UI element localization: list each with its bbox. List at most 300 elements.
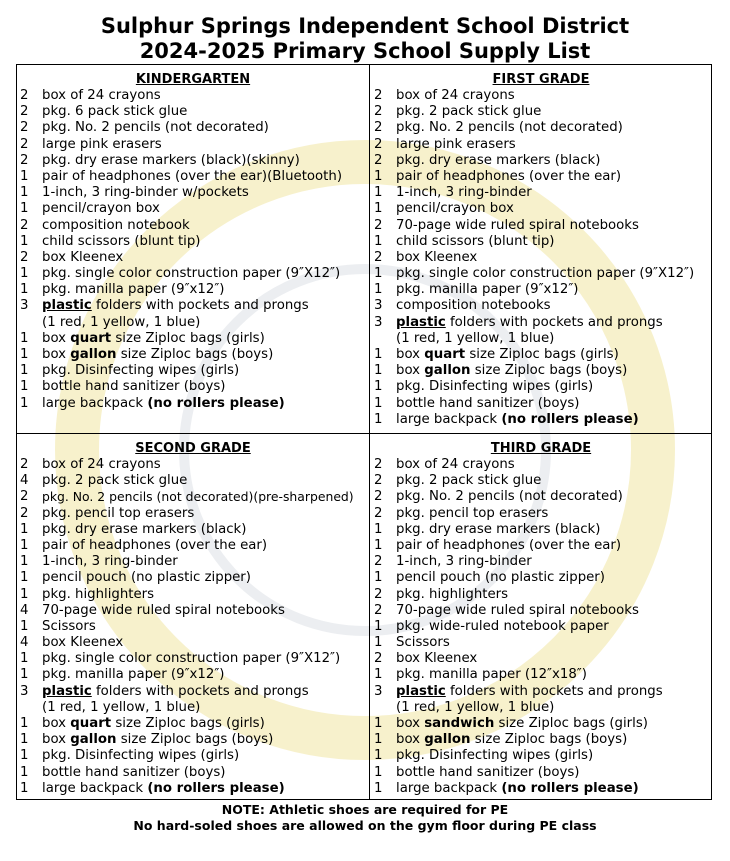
item-description — [42, 250, 366, 266]
supply-item — [20, 315, 366, 331]
supply-item — [20, 489, 366, 505]
item-description — [396, 250, 708, 266]
item-quantity: 1 — [20, 748, 29, 764]
item-quantity: 1 — [20, 780, 29, 796]
supply-item — [20, 473, 366, 489]
item-description — [396, 732, 708, 748]
supply-item — [374, 700, 708, 716]
supply-item — [20, 201, 366, 217]
supply-item — [20, 120, 366, 136]
item-text-suffix: size Ziploc bags (boys) — [116, 732, 274, 748]
item-description — [42, 651, 366, 667]
item-description — [42, 716, 366, 732]
item-emphasis: plastic — [42, 298, 92, 314]
item-description — [396, 120, 708, 136]
supply-item — [20, 457, 366, 473]
item-text: bottle hand sanitizer (boys) — [42, 379, 226, 395]
item-quantity: 1 — [20, 554, 29, 570]
item-description — [396, 457, 708, 473]
item-text-suffix: size Ziploc bags (boys) — [116, 347, 274, 362]
item-description — [42, 153, 366, 169]
item-text: box — [42, 330, 71, 346]
item-description — [42, 104, 366, 120]
item-text: pkg. dry erase markers (black)(skinny) — [42, 152, 300, 168]
item-quantity: 2 — [20, 120, 29, 136]
item-text: 1-inch, 3 ring-binder — [396, 554, 532, 570]
item-emphasis: plastic — [42, 683, 92, 699]
item-text: pencil pouch (no plastic zipper) — [396, 570, 605, 586]
item-description — [42, 748, 366, 764]
item-text: 1-inch, 3 ring-binder w/pockets — [42, 185, 249, 201]
column-divider — [369, 64, 370, 800]
item-quantity: 2 — [20, 136, 29, 152]
supply-item — [374, 218, 708, 234]
supply-item — [374, 104, 708, 120]
item-text: box — [42, 347, 71, 362]
item-description — [42, 635, 366, 651]
item-quantity: 2 — [374, 120, 383, 136]
supply-item — [374, 120, 708, 136]
supply-item — [374, 619, 708, 635]
supply-item — [374, 554, 708, 570]
item-text: child scissors (blunt tip) — [42, 233, 201, 249]
item-description — [42, 522, 366, 538]
supply-item — [374, 315, 708, 331]
item-text: composition notebook — [42, 217, 190, 233]
item-text-suffix: size Ziploc bags (boys) — [470, 732, 628, 748]
item-text: large backpack — [396, 411, 502, 427]
item-quantity: 1 — [374, 347, 383, 362]
item-text: large backpack — [42, 780, 148, 796]
item-text: box — [42, 716, 71, 731]
supply-item — [374, 635, 708, 651]
item-quantity: 1 — [20, 266, 29, 282]
item-quantity: 1 — [20, 185, 29, 201]
item-text: large backpack — [396, 780, 502, 796]
supply-item — [374, 201, 708, 217]
item-description — [42, 765, 366, 781]
item-emphasis: gallon — [424, 363, 471, 379]
item-description — [42, 473, 366, 489]
item-list — [20, 88, 366, 412]
item-description — [42, 185, 366, 201]
item-text: (1 red, 1 yellow, 1 blue) — [42, 699, 201, 715]
item-text: pkg. dry erase markers (black) — [42, 521, 247, 537]
supply-item — [20, 363, 366, 379]
item-description — [396, 603, 708, 619]
item-description — [396, 379, 708, 395]
item-description — [42, 684, 366, 700]
supply-item — [374, 250, 708, 266]
item-text-suffix: size Ziploc bags (girls) — [465, 347, 619, 362]
item-quantity: 3 — [374, 298, 383, 314]
item-quantity: 4 — [20, 602, 29, 618]
item-quantity: 2 — [20, 88, 29, 103]
item-quantity: 2 — [20, 489, 29, 505]
item-description — [396, 781, 708, 797]
supply-item — [374, 234, 708, 250]
item-quantity: 2 — [20, 457, 29, 472]
row-divider — [16, 433, 712, 434]
item-description — [396, 282, 708, 298]
item-text-suffix: folders with pockets and prongs — [445, 683, 663, 699]
item-description — [42, 619, 366, 635]
item-quantity: 2 — [20, 249, 29, 265]
item-description — [396, 218, 708, 234]
item-quantity — [20, 315, 42, 331]
supply-item — [374, 282, 708, 298]
item-quantity: 1 — [374, 521, 383, 537]
item-quantity: 1 — [374, 748, 383, 764]
item-quantity: 2 — [374, 651, 383, 667]
item-text: pkg. 2 pack stick glue — [42, 473, 188, 489]
item-description — [396, 315, 708, 331]
item-text: pkg. Disinfecting wipes (girls) — [396, 748, 594, 764]
item-text: large pink erasers — [42, 136, 162, 152]
item-text: (1 red, 1 yellow, 1 blue) — [42, 314, 201, 330]
supply-item — [20, 137, 366, 153]
item-quantity: 1 — [374, 411, 383, 427]
item-quantity: 1 — [20, 618, 29, 634]
supply-item — [20, 169, 366, 185]
supply-item — [374, 396, 708, 412]
item-text: pkg. No. 2 pencils (not decorated)(pre-sharpened) — [42, 489, 354, 505]
item-quantity: 1 — [374, 570, 383, 586]
item-quantity: 2 — [374, 554, 383, 570]
supply-item — [20, 538, 366, 554]
item-description — [396, 489, 708, 505]
item-description — [396, 137, 708, 153]
item-emphasis: gallon — [424, 732, 471, 748]
item-description — [42, 169, 366, 185]
item-quantity: 2 — [374, 249, 383, 265]
item-quantity: 1 — [374, 667, 383, 683]
item-quantity: 3 — [20, 298, 29, 314]
supply-item — [20, 603, 366, 619]
item-text: pkg. dry erase markers (black) — [396, 521, 601, 537]
supply-item — [374, 266, 708, 282]
item-text: pkg. Disinfecting wipes (girls) — [396, 379, 594, 395]
item-description — [396, 412, 708, 428]
item-text: box — [396, 363, 425, 379]
item-description — [396, 266, 708, 282]
item-description — [396, 331, 708, 347]
item-quantity: 4 — [20, 635, 29, 651]
item-quantity: 1 — [374, 266, 383, 282]
item-emphasis: (no rollers please) — [501, 780, 639, 796]
item-text: (1 red, 1 yellow, 1 blue) — [396, 699, 555, 715]
item-text: box — [396, 347, 425, 362]
item-quantity: 2 — [374, 586, 383, 602]
item-text-suffix: folders with pockets and prongs — [91, 298, 309, 314]
supply-item — [20, 234, 366, 250]
item-description — [396, 554, 708, 570]
item-quantity: 2 — [374, 473, 383, 489]
item-quantity: 1 — [374, 635, 383, 651]
item-description — [42, 298, 366, 314]
supply-item — [20, 700, 366, 716]
item-text: 1-inch, 3 ring-binder — [396, 185, 532, 201]
item-text: pkg. wide-ruled notebook paper — [396, 618, 609, 634]
section-second-grade — [20, 441, 366, 797]
supply-item — [374, 587, 708, 603]
item-quantity: 1 — [374, 363, 383, 379]
supply-item — [20, 88, 366, 104]
item-quantity: 1 — [374, 764, 383, 780]
item-quantity: 1 — [20, 570, 29, 586]
item-quantity: 1 — [20, 521, 29, 537]
item-quantity: 2 — [374, 104, 383, 120]
supply-item — [20, 250, 366, 266]
supply-item — [20, 331, 366, 347]
supply-item — [20, 619, 366, 635]
item-text-suffix: size Ziploc bags (boys) — [470, 363, 628, 379]
item-description — [396, 153, 708, 169]
supply-item — [374, 185, 708, 201]
item-description — [396, 619, 708, 635]
item-quantity: 1 — [374, 168, 383, 184]
item-text: bottle hand sanitizer (boys) — [42, 764, 226, 780]
supply-item — [20, 379, 366, 395]
note-hard-soled-shoes: No hard-soled shoes are allowed on the gym floor during PE class — [133, 818, 597, 833]
item-quantity: 2 — [374, 152, 383, 168]
item-description — [42, 457, 366, 473]
supply-item — [374, 748, 708, 764]
item-quantity: 1 — [374, 732, 383, 748]
item-description — [42, 506, 366, 522]
district-title: Sulphur Springs Independent School District — [100, 14, 630, 38]
supply-item — [20, 781, 366, 797]
supply-item — [374, 765, 708, 781]
item-description — [396, 684, 708, 700]
section-first-grade — [374, 72, 708, 428]
item-description — [42, 603, 366, 619]
item-text: Scissors — [42, 618, 96, 634]
item-quantity: 4 — [20, 473, 29, 489]
item-description — [396, 473, 708, 489]
item-quantity: 1 — [20, 764, 29, 780]
item-text: large pink erasers — [396, 136, 516, 152]
supply-item — [374, 298, 708, 314]
item-text: composition notebooks — [396, 298, 551, 314]
item-text: bottle hand sanitizer (boys) — [396, 764, 580, 780]
item-description — [42, 315, 366, 331]
item-text: Scissors — [396, 635, 450, 651]
item-quantity: 3 — [374, 314, 383, 330]
item-text: pkg. single color construction paper (9″X12″) — [42, 266, 341, 282]
item-emphasis: (no rollers please) — [147, 780, 285, 796]
item-text: large backpack — [42, 395, 148, 411]
supply-item — [20, 396, 366, 412]
item-quantity: 1 — [374, 282, 383, 298]
item-description — [396, 104, 708, 120]
section-heading: THIRD GRADE — [490, 441, 592, 456]
supply-item — [374, 379, 708, 395]
item-quantity: 2 — [20, 505, 29, 521]
item-quantity: 2 — [374, 505, 383, 521]
item-text-suffix: folders with pockets and prongs — [445, 314, 663, 330]
item-text: pkg. pencil top erasers — [396, 505, 549, 521]
item-quantity: 1 — [20, 537, 29, 553]
item-quantity: 3 — [374, 683, 383, 699]
item-text-suffix: size Ziploc bags (girls) — [494, 716, 648, 731]
supply-item — [374, 489, 708, 505]
item-quantity: 1 — [374, 201, 383, 217]
item-description — [396, 538, 708, 554]
item-quantity: 1 — [20, 667, 29, 683]
supply-item — [20, 298, 366, 314]
item-description — [42, 781, 366, 797]
section-third-grade — [374, 441, 708, 797]
item-quantity: 2 — [374, 489, 383, 505]
item-quantity — [374, 331, 396, 347]
item-quantity: 1 — [20, 201, 29, 217]
supply-item — [374, 347, 708, 363]
item-quantity: 2 — [374, 602, 383, 618]
supply-item — [20, 104, 366, 120]
supply-item — [20, 716, 366, 732]
item-quantity: 3 — [20, 683, 29, 699]
item-text: pkg. Disinfecting wipes (girls) — [42, 748, 240, 764]
item-description — [42, 266, 366, 282]
item-description — [42, 120, 366, 136]
item-description — [396, 700, 708, 716]
item-text: pkg. 2 pack stick glue — [396, 473, 542, 489]
item-text-suffix: size Ziploc bags (girls) — [111, 330, 265, 346]
item-quantity: 2 — [20, 152, 29, 168]
supply-item — [374, 331, 708, 347]
item-emphasis: plastic — [396, 314, 446, 330]
item-quantity: 1 — [20, 347, 29, 362]
supply-item — [374, 522, 708, 538]
item-description — [396, 201, 708, 217]
item-quantity: 1 — [20, 651, 29, 667]
item-text: box Kleenex — [42, 635, 124, 651]
supply-item — [20, 506, 366, 522]
item-description — [396, 748, 708, 764]
supply-item — [374, 667, 708, 683]
item-text: child scissors (blunt tip) — [396, 233, 555, 249]
item-text: pencil/crayon box — [396, 201, 514, 217]
item-description — [42, 554, 366, 570]
item-description — [396, 363, 708, 379]
item-description — [396, 587, 708, 603]
item-emphasis: quart — [70, 716, 112, 731]
item-quantity — [20, 700, 42, 716]
item-quantity: 1 — [20, 379, 29, 395]
supply-item — [374, 88, 708, 104]
supply-item — [20, 218, 366, 234]
item-quantity: 2 — [20, 104, 29, 120]
item-quantity: 1 — [20, 395, 29, 411]
supply-item — [20, 282, 366, 298]
supply-item — [374, 137, 708, 153]
item-text: 70-page wide ruled spiral notebooks — [42, 602, 285, 618]
item-quantity: 1 — [374, 233, 383, 249]
section-heading: KINDERGARTEN — [135, 72, 251, 87]
item-quantity: 1 — [20, 233, 29, 249]
item-quantity: 1 — [374, 716, 383, 731]
item-emphasis: plastic — [396, 683, 446, 699]
item-description — [396, 396, 708, 412]
section-kindergarten — [20, 72, 366, 412]
item-text: pkg. No. 2 pencils (not decorated) — [396, 489, 623, 505]
item-description — [396, 651, 708, 667]
supply-item — [20, 732, 366, 748]
item-text: box of 24 crayons — [396, 457, 515, 472]
item-description — [396, 169, 708, 185]
item-description — [42, 218, 366, 234]
item-text: pkg. 2 pack stick glue — [396, 104, 542, 120]
item-text: pair of headphones (over the ear) — [42, 537, 268, 553]
item-emphasis: (no rollers please) — [501, 411, 639, 427]
item-quantity: 2 — [374, 457, 383, 472]
supply-item — [20, 347, 366, 363]
supply-item — [20, 684, 366, 700]
item-description — [42, 379, 366, 395]
item-quantity: 1 — [20, 168, 29, 184]
item-text: pkg. single color construction paper (9″X12″) — [396, 266, 695, 282]
item-description — [42, 570, 366, 586]
item-text-suffix: size Ziploc bags (girls) — [111, 716, 265, 731]
item-emphasis: gallon — [70, 347, 117, 362]
supply-item — [374, 732, 708, 748]
item-emphasis: quart — [424, 347, 466, 362]
item-description — [42, 234, 366, 250]
item-text: pkg. manilla paper (9″x12″) — [396, 282, 579, 298]
supply-item — [20, 635, 366, 651]
section-heading: FIRST GRADE — [492, 72, 590, 87]
supply-item — [374, 506, 708, 522]
item-description — [42, 587, 366, 603]
item-quantity: 1 — [20, 732, 29, 748]
item-text: box of 24 crayons — [396, 88, 515, 103]
item-text: pkg. No. 2 pencils (not decorated) — [396, 120, 623, 136]
item-text: box Kleenex — [42, 249, 124, 265]
item-quantity: 2 — [374, 136, 383, 152]
supply-item — [20, 554, 366, 570]
item-quantity: 1 — [374, 618, 383, 634]
item-quantity: 1 — [20, 586, 29, 602]
item-text: pkg. Disinfecting wipes (girls) — [42, 363, 240, 379]
supply-item — [374, 538, 708, 554]
item-description — [396, 522, 708, 538]
item-quantity — [374, 700, 396, 716]
supply-item — [20, 570, 366, 586]
item-description — [42, 88, 366, 104]
supply-item — [374, 651, 708, 667]
item-quantity: 2 — [20, 217, 29, 233]
item-description — [396, 506, 708, 522]
item-text: pkg. pencil top erasers — [42, 505, 195, 521]
supply-item — [20, 522, 366, 538]
item-description — [42, 363, 366, 379]
item-text: pkg. highlighters — [396, 586, 509, 602]
item-description — [396, 88, 708, 104]
item-description — [42, 137, 366, 153]
item-quantity: 2 — [374, 217, 383, 233]
item-description — [42, 201, 366, 217]
supply-item — [20, 651, 366, 667]
item-emphasis: sandwich — [424, 716, 495, 731]
item-description — [396, 347, 708, 363]
item-text: box Kleenex — [396, 651, 478, 667]
supply-item — [20, 765, 366, 781]
item-description — [396, 765, 708, 781]
item-quantity: 1 — [20, 363, 29, 379]
item-emphasis: quart — [70, 330, 112, 346]
item-text: 70-page wide ruled spiral notebooks — [396, 217, 639, 233]
